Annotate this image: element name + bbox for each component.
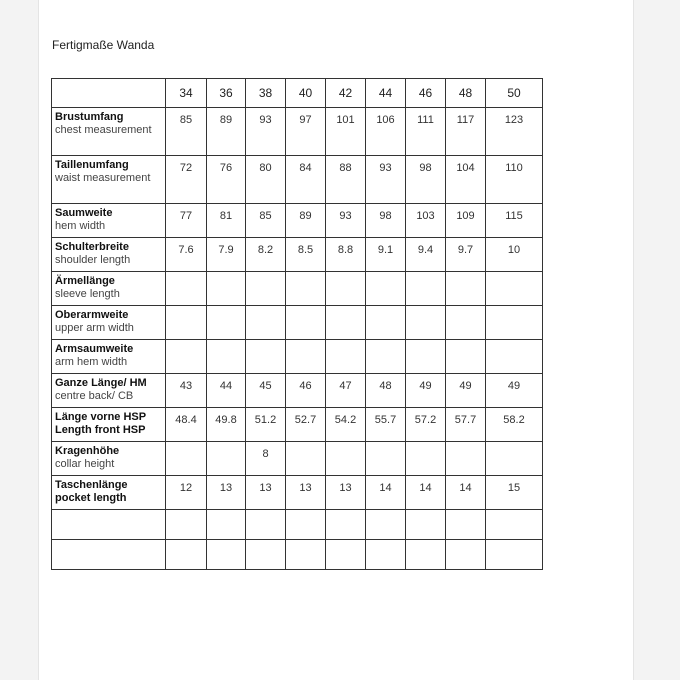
- measurement-value-cell: [166, 442, 207, 476]
- measurement-value-cell: 77: [166, 204, 207, 238]
- measurement-value-cell: 85: [166, 108, 207, 156]
- measurement-value-cell: 115: [486, 204, 543, 238]
- measurement-value-cell: [326, 442, 366, 476]
- size-header-50: 50: [486, 79, 543, 108]
- measurement-name-en: upper arm width: [55, 322, 134, 334]
- measurement-value-cell: [246, 540, 286, 570]
- measurement-value-cell: [326, 306, 366, 340]
- size-header-48: 48: [446, 79, 486, 108]
- table-row: [52, 272, 543, 306]
- table-row: [52, 156, 543, 204]
- measurement-value-cell: [326, 272, 366, 306]
- measurement-value-cell: [326, 510, 366, 540]
- measurement-value-cell: 52.7: [286, 408, 326, 442]
- measurement-name-en: chest measurement: [55, 124, 152, 136]
- measurement-label-cell: [52, 204, 166, 238]
- measurement-value-cell: [166, 540, 207, 570]
- measurement-value-cell: 85: [246, 204, 286, 238]
- measurement-value-cell: [166, 272, 207, 306]
- measurement-label-cell: [52, 442, 166, 476]
- measurement-value-cell: 13: [207, 476, 246, 510]
- size-chart-body: [52, 108, 543, 570]
- measurement-value-cell: 15: [486, 476, 543, 510]
- measurement-value-cell: 72: [166, 156, 207, 204]
- measurement-name-en: Length front HSP: [55, 424, 146, 436]
- measurement-value-cell: 54.2: [326, 408, 366, 442]
- measurement-name-en: pocket length: [55, 492, 127, 504]
- measurement-value-cell: 98: [366, 204, 406, 238]
- measurement-value-cell: [286, 306, 326, 340]
- measurement-value-cell: 103: [406, 204, 446, 238]
- measurement-value-cell: 110: [486, 156, 543, 204]
- measurement-value-cell: [406, 540, 446, 570]
- measurement-value-cell: [207, 306, 246, 340]
- measurement-value-cell: [286, 442, 326, 476]
- measurement-value-cell: 8.2: [246, 238, 286, 272]
- measurement-label-cell: [52, 374, 166, 408]
- measurement-value-cell: 55.7: [366, 408, 406, 442]
- measurement-value-cell: 12: [166, 476, 207, 510]
- measurement-value-cell: [326, 340, 366, 374]
- size-header-38: 38: [246, 79, 286, 108]
- table-row: [52, 306, 543, 340]
- measurement-value-cell: [366, 306, 406, 340]
- measurement-value-cell: [446, 540, 486, 570]
- measurement-value-cell: [286, 340, 326, 374]
- measurement-value-cell: [207, 272, 246, 306]
- measurement-value-cell: [406, 442, 446, 476]
- measurement-value-cell: 47: [326, 374, 366, 408]
- table-row: [52, 476, 543, 510]
- measurement-value-cell: [446, 442, 486, 476]
- measurement-value-cell: 76: [207, 156, 246, 204]
- measurement-value-cell: 43: [166, 374, 207, 408]
- measurement-value-cell: 9.1: [366, 238, 406, 272]
- measurement-name-de: Schulterbreite: [55, 241, 129, 253]
- measurement-value-cell: 14: [446, 476, 486, 510]
- measurement-value-cell: 44: [207, 374, 246, 408]
- measurement-value-cell: 45: [246, 374, 286, 408]
- measurement-value-cell: 49: [446, 374, 486, 408]
- measurement-value-cell: 58.2: [486, 408, 543, 442]
- measurement-label-cell: [52, 510, 166, 540]
- measurement-value-cell: [366, 510, 406, 540]
- measurement-value-cell: [246, 272, 286, 306]
- measurement-value-cell: 109: [446, 204, 486, 238]
- measurement-value-cell: 13: [326, 476, 366, 510]
- measurement-value-cell: [446, 272, 486, 306]
- measurement-name-de: Taillenumfang: [55, 159, 129, 171]
- measurement-label-cell: [52, 156, 166, 204]
- measurement-value-cell: 8: [246, 442, 286, 476]
- measurement-name-en: hem width: [55, 220, 106, 232]
- table-row: [52, 238, 543, 272]
- measurement-value-cell: [326, 540, 366, 570]
- measurement-name-en: sleeve length: [55, 288, 120, 300]
- measurement-value-cell: 57.2: [406, 408, 446, 442]
- measurement-value-cell: 8.8: [326, 238, 366, 272]
- table-row: [52, 204, 543, 238]
- header-corner-cell: [52, 79, 166, 108]
- measurement-value-cell: [207, 340, 246, 374]
- measurement-value-cell: [486, 510, 543, 540]
- measurement-value-cell: 104: [446, 156, 486, 204]
- size-header-36: 36: [207, 79, 246, 108]
- measurement-value-cell: 10: [486, 238, 543, 272]
- measurement-value-cell: 117: [446, 108, 486, 156]
- measurement-value-cell: [366, 442, 406, 476]
- measurement-value-cell: 49.8: [207, 408, 246, 442]
- measurement-name-en: collar height: [55, 458, 115, 470]
- measurement-value-cell: [486, 442, 543, 476]
- measurement-value-cell: [486, 340, 543, 374]
- measurement-value-cell: 14: [406, 476, 446, 510]
- measurement-value-cell: [486, 540, 543, 570]
- measurement-name-de: Länge vorne HSP: [55, 411, 147, 423]
- size-header-42: 42: [326, 79, 366, 108]
- size-header-46: 46: [406, 79, 446, 108]
- measurement-value-cell: [286, 540, 326, 570]
- measurement-value-cell: 46: [286, 374, 326, 408]
- measurement-value-cell: [486, 272, 543, 306]
- measurement-value-cell: 97: [286, 108, 326, 156]
- measurement-value-cell: [406, 510, 446, 540]
- measurement-value-cell: [406, 272, 446, 306]
- measurement-value-cell: 89: [207, 108, 246, 156]
- measurement-label-cell: [52, 540, 166, 570]
- size-header-row: [52, 79, 543, 108]
- measurement-value-cell: [166, 340, 207, 374]
- measurement-value-cell: 7.6: [166, 238, 207, 272]
- measurement-value-cell: [246, 306, 286, 340]
- table-row: [52, 540, 543, 570]
- measurement-value-cell: [366, 340, 406, 374]
- measurement-value-cell: [166, 510, 207, 540]
- measurement-name-de: Kragenhöhe: [55, 445, 120, 457]
- table-row: [52, 374, 543, 408]
- measurement-name-en: arm hem width: [55, 356, 128, 368]
- table-row: [52, 510, 543, 540]
- measurement-value-cell: 106: [366, 108, 406, 156]
- measurement-value-cell: 123: [486, 108, 543, 156]
- table-row: [52, 408, 543, 442]
- measurement-value-cell: [446, 340, 486, 374]
- measurement-value-cell: 57.7: [446, 408, 486, 442]
- size-chart-table: [51, 78, 543, 570]
- measurement-name-en: centre back/ CB: [55, 390, 134, 402]
- measurement-value-cell: 13: [246, 476, 286, 510]
- table-row: [52, 340, 543, 374]
- measurement-label-cell: [52, 476, 166, 510]
- measurement-name-de: Oberarmweite: [55, 309, 129, 321]
- measurement-value-cell: 84: [286, 156, 326, 204]
- size-header-44: 44: [366, 79, 406, 108]
- measurement-name-de: Saumweite: [55, 207, 113, 219]
- measurement-value-cell: [446, 306, 486, 340]
- measurement-value-cell: 93: [366, 156, 406, 204]
- measurement-value-cell: 93: [246, 108, 286, 156]
- measurement-name-de: Taschenlänge: [55, 479, 128, 491]
- measurement-value-cell: 13: [286, 476, 326, 510]
- measurement-value-cell: [286, 510, 326, 540]
- measurement-value-cell: [207, 540, 246, 570]
- measurement-label-cell: [52, 408, 166, 442]
- measurement-value-cell: [166, 306, 207, 340]
- measurement-name-de: Ärmellänge: [55, 275, 115, 287]
- table-row: [52, 442, 543, 476]
- measurement-label-cell: [52, 238, 166, 272]
- measurement-name-en: shoulder length: [55, 254, 131, 266]
- measurement-value-cell: 49: [486, 374, 543, 408]
- measurement-value-cell: [246, 510, 286, 540]
- measurement-value-cell: 98: [406, 156, 446, 204]
- measurement-name-de: Ganze Länge/ HM: [55, 377, 147, 389]
- measurement-value-cell: 81: [207, 204, 246, 238]
- measurement-value-cell: [366, 540, 406, 570]
- measurement-value-cell: [246, 340, 286, 374]
- measurement-label-cell: [52, 272, 166, 306]
- measurement-name-en: waist measurement: [55, 172, 151, 184]
- measurement-value-cell: [406, 306, 446, 340]
- measurement-value-cell: [446, 510, 486, 540]
- measurement-value-cell: 7.9: [207, 238, 246, 272]
- measurement-value-cell: 14: [366, 476, 406, 510]
- measurement-value-cell: [207, 510, 246, 540]
- measurement-name-de: Armsaumweite: [55, 343, 134, 355]
- measurement-value-cell: 48.4: [166, 408, 207, 442]
- measurement-value-cell: [406, 340, 446, 374]
- measurement-value-cell: 93: [326, 204, 366, 238]
- measurement-label-cell: [52, 306, 166, 340]
- size-header-34: 34: [166, 79, 207, 108]
- measurement-value-cell: 101: [326, 108, 366, 156]
- size-header-40: 40: [286, 79, 326, 108]
- measurement-value-cell: [486, 306, 543, 340]
- table-row: [52, 108, 543, 156]
- measurement-label-cell: [52, 340, 166, 374]
- measurement-value-cell: [366, 272, 406, 306]
- measurement-value-cell: 48: [366, 374, 406, 408]
- measurement-value-cell: [286, 272, 326, 306]
- measurement-value-cell: 51.2: [246, 408, 286, 442]
- document-title: Fertigmaße Wanda: [52, 38, 155, 52]
- measurement-value-cell: 111: [406, 108, 446, 156]
- measurement-value-cell: 89: [286, 204, 326, 238]
- measurement-value-cell: 80: [246, 156, 286, 204]
- measurement-value-cell: 9.4: [406, 238, 446, 272]
- measurement-value-cell: 9.7: [446, 238, 486, 272]
- measurement-value-cell: 49: [406, 374, 446, 408]
- measurement-value-cell: 8.5: [286, 238, 326, 272]
- measurement-label-cell: [52, 108, 166, 156]
- measurement-value-cell: 88: [326, 156, 366, 204]
- measurement-value-cell: [207, 442, 246, 476]
- measurement-name-de: Brustumfang: [55, 111, 124, 123]
